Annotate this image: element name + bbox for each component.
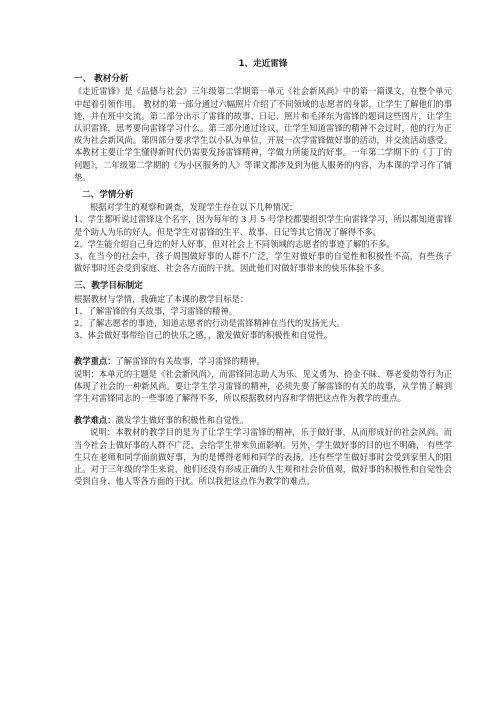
teaching-goal-item: 3、体会做好事带给自己的快乐之感，，激发做好事的积极性和自觉性。: [74, 330, 333, 341]
section-heading-teaching-goals: 三、教学目标制定: [74, 281, 143, 292]
teaching-focus-label: 教学重点：: [74, 356, 116, 367]
document-title: 1、走近雷锋: [238, 59, 288, 69]
teaching-difficulty-explanation: 说明：本教材的教学目的是为了让学生学习雷锋的精神，乐于做好事，从而形成好的社会风尚。而当今社会上做好事的人群不广泛，会给学生带来负面影响。另外，学生做好事的目的也不明确， 有些学生只在老师和同学面前做好事，为的是博得老师和同学的表扬。还有些学生做好事时会受到家里人的阻止。对于三年级的学生来说，他们还没有形成正确的人生观和社会价值观，做好事的积极性和自觉性会受到自身、他人等各方面的干扰。所以我把这点作为教学的难点。: [74, 427, 452, 487]
spacer: [74, 404, 452, 414]
teaching-focus-line: [74, 355, 452, 367]
section-heading-textbook-analysis: 一、 教材分析: [74, 74, 129, 85]
student-analysis-item: 1、学生都听说过雷锋这个名字，因为每年的 3 月 5 号学校都要组织学生向雷锋学习，所以都知道雷锋是个助人为乐的好人。但是学生对雷锋的生平、故事、日记等其它情况了解得不多。: [74, 214, 452, 237]
teaching-goal-item: 2、了解志愿者的事迹，知道志愿者的行动是雷锋精神在当代的发扬光大。: [74, 318, 345, 329]
teaching-goal-item: 1、了解雷锋的有关故事，学习雷锋的精神。: [74, 305, 237, 316]
teaching-difficulty-line: [74, 414, 452, 426]
student-analysis-item: 2、学生能介绍自己身边的好人好事，但对社会上不同领域的志愿者的事迹了解的不多。: [74, 238, 395, 249]
section-heading-student-analysis: 二、学情分析: [82, 190, 134, 201]
spacer: [74, 341, 452, 355]
textbook-analysis-paragraph: 《走近雷锋》是《品德与社会》三年级第二学期第一单元《社会新风尚》中的第一篇课文，在整个单元中起着引领作用。 教材的第一部分通过六幅照片介绍了不同领域的志愿者的身影，让学生了解他们的事迹，并在班中交流。第二部分出示了雷锋的故事、日记、照片和毛泽东为雷锋的题词这些图片，让学生认识雷锋，思考要向雷锋学习什么。第三部分通过诠议，让学生知道雷锋的精神不会过时，他的行为正成为社会新风尚。第四部分要求学生以小队为单位，开展一次学雷锋做好事的活动，并交流活动感受。本教材主要让学生懂得新时代仍需要发扬雷锋精神，学做力所能及的好事。一年第二学期下的《丁丁的问题》，二年级第二学期的《为小区服务的人》等课文都涉及到为他人服务的内容，为本课的学习作了铺垫。: [74, 86, 452, 182]
teaching-focus-explanation: 说明：本单元的主题是《社会新风尚》，而雷锋同志助人为乐、见义勇为、拾金不昧、尊老爱幼等行为正体现了社会的一种新风尚。要让学生学习雷锋的精神，必须先要了解雷锋的有关的故事，从学情了解到学生对雷锋同志的一些事迹了解得不多，所以根据教材内容和学情把这点作为教学的重点。: [74, 368, 452, 404]
student-analysis-intro: 根据对学生的观察和调查，发现学生存在以下几种情况：: [90, 202, 298, 213]
teaching-difficulty-text: 激发学生做好事的积极性和自觉性。: [115, 415, 249, 426]
teaching-goals-intro: 根据教材与学情，我确定了本课的教学目标是：: [74, 293, 249, 304]
student-analysis-item: 3、在当今的社会中，孩子周围做好事的人群不广泛，学生对做好事的自觉性和积极性不高，有些孩子做好事时还会受到家庭、社会各方面的干扰。因此他们对做好事带来的快乐体验不多。: [74, 251, 452, 274]
teaching-focus-text: 了解雷锋的有关故事，学习雷锋的精神。: [115, 356, 265, 367]
teaching-difficulty-label: 教学难点：: [74, 415, 116, 426]
